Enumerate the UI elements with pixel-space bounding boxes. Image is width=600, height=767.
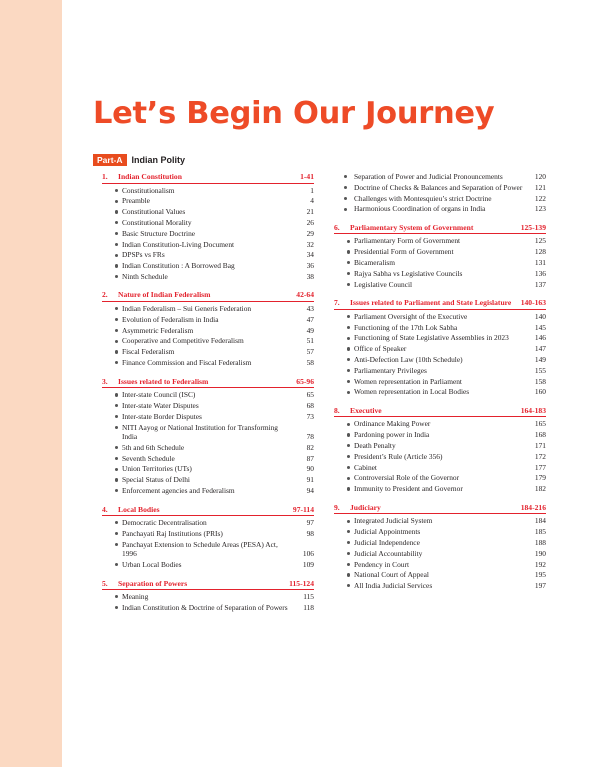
entry-page: 32 — [306, 239, 314, 249]
entry-title: NITI Aayog or National Institution for Transforming India — [122, 422, 279, 442]
bullet-icon — [102, 229, 122, 239]
entry-title: Ninth Schedule — [122, 271, 168, 281]
chapter-section — [102, 505, 314, 570]
toc-entry — [102, 315, 314, 325]
entry-page: 49 — [306, 325, 314, 335]
entry-title: Special Status of Delhi — [122, 475, 190, 485]
entry-page: 115 — [303, 592, 314, 602]
entry-title: Legislative Council — [354, 279, 413, 289]
chapter-number: 1. — [102, 172, 108, 181]
entry-title: Basic Structure Doctrine — [122, 228, 196, 238]
bullet-icon — [102, 412, 122, 422]
entry-page: 91 — [306, 475, 314, 485]
bullet-icon — [102, 475, 122, 485]
toc-entry — [102, 401, 314, 411]
bullet-icon — [334, 549, 354, 559]
bullet-icon — [102, 592, 122, 602]
chapter-number: 2. — [102, 290, 108, 300]
toc-entry — [102, 229, 314, 239]
bullet-icon — [102, 218, 122, 228]
entry-page: 109 — [302, 560, 314, 569]
chapter-heading — [334, 503, 546, 515]
entry-title: Office of Speaker — [354, 344, 407, 354]
chapter-title: Parliamentary System of Government — [350, 222, 474, 232]
entry-title: Death Penalty — [354, 441, 396, 451]
bullet-icon — [334, 441, 354, 451]
entry-title: Controversial Role of the Governor — [354, 473, 460, 483]
page-title: Let’s Begin Our Journey — [93, 96, 495, 131]
toc-entry — [102, 250, 314, 260]
chapter-title: Nature of Indian Federalism — [118, 290, 211, 300]
entry-page: 146 — [534, 333, 546, 343]
toc-entry — [102, 240, 314, 250]
entry-page: 171 — [534, 441, 546, 451]
toc-entry — [334, 473, 546, 483]
chapter-page-range: 164-183 — [520, 405, 546, 415]
chapter-heading — [334, 223, 546, 235]
entry-page: 98 — [306, 528, 314, 538]
entry-page: 90 — [306, 464, 314, 474]
toc-column-right — [334, 172, 546, 600]
entry-title: Women representation in Local Bodies — [354, 387, 470, 397]
bullet-icon — [334, 538, 354, 548]
toc-entry — [102, 560, 314, 570]
chapter-page-range: 125-139 — [520, 222, 546, 232]
toc-entry — [334, 236, 546, 246]
chapter-section — [102, 579, 314, 613]
toc-entry — [102, 592, 314, 602]
entry-page: 147 — [534, 344, 546, 354]
entry-page: 179 — [534, 473, 546, 483]
chapter-title: Issues related to Parliament and State Legislature — [350, 298, 512, 308]
chapter-title: Indian Constitution — [118, 172, 182, 181]
chapter-section — [334, 223, 546, 289]
entry-page: 87 — [306, 453, 314, 463]
chapter-number: 9. — [334, 502, 340, 512]
bullet-icon — [334, 463, 354, 473]
continued-entries — [334, 172, 546, 214]
chapter-page-range: 97-114 — [292, 504, 314, 514]
entry-page: 197 — [534, 581, 546, 591]
chapter-page-range: 115-124 — [289, 578, 314, 588]
bullet-icon — [334, 344, 354, 354]
bullet-icon — [334, 280, 354, 290]
chapter-number: 7. — [334, 298, 340, 308]
entry-page: 172 — [534, 451, 546, 461]
toc-entry — [334, 484, 546, 494]
chapter-heading — [334, 298, 546, 310]
chapter-heading — [102, 290, 314, 302]
bullet-icon — [102, 603, 122, 613]
entry-title: Asymmetric Federalism — [122, 325, 194, 335]
toc-entry — [102, 347, 314, 357]
bullet-icon — [334, 269, 354, 279]
entry-title: Pardoning power in India — [354, 430, 430, 440]
toc-column-left — [102, 172, 314, 621]
part-badge: Part-A — [93, 154, 127, 166]
entry-title: Panchayat Extension to Schedule Areas (PESA) Act, 1996 — [122, 539, 278, 559]
entry-title: Pendency in Court — [354, 559, 410, 569]
bullet-icon — [334, 473, 354, 483]
entry-page: 165 — [534, 419, 546, 429]
bullet-icon — [334, 366, 354, 376]
bullet-icon — [102, 486, 122, 496]
entry-page: 47 — [306, 314, 314, 324]
chapter-number: 6. — [334, 222, 340, 232]
bullet-icon — [334, 333, 354, 343]
toc-entry — [102, 186, 314, 196]
bullet-icon — [102, 529, 122, 539]
entry-page: 36 — [306, 261, 314, 271]
bullet-icon — [334, 452, 354, 462]
entry-page: 140 — [534, 311, 546, 321]
bullet-icon — [102, 347, 122, 357]
entry-page: 125 — [534, 236, 546, 246]
entry-title: Constitutionalism — [122, 185, 175, 195]
bullet-icon — [102, 261, 122, 271]
chapter-title: Judiciary — [350, 502, 381, 512]
entry-title: Parliament Oversight of the Executive — [354, 311, 468, 321]
entry-title: Indian Constitution : A Borrowed Bag — [122, 261, 235, 271]
entry-page: 137 — [534, 279, 546, 289]
bullet-icon — [102, 250, 122, 260]
entry-title: Separation of Power and Judicial Pronouncements — [354, 172, 503, 181]
bullet-icon — [334, 194, 354, 204]
toc-entry — [334, 387, 546, 397]
entry-page: 34 — [306, 250, 314, 260]
entry-title: Seventh Schedule — [122, 453, 175, 463]
bullet-icon — [334, 236, 354, 246]
entry-page: 29 — [306, 228, 314, 238]
toc-entry — [334, 581, 546, 591]
part-header — [93, 154, 185, 166]
toc-entry — [334, 419, 546, 429]
bullet-icon — [334, 258, 354, 268]
entry-title: Panchayati Raj Institutions (PRIs) — [122, 528, 223, 538]
chapter-page-range: 1-41 — [300, 172, 314, 181]
entry-title: Inter-state Council (ISC) — [122, 390, 196, 400]
toc-entry — [334, 570, 546, 580]
entry-page: 4 — [310, 196, 314, 206]
entry-page: 106 — [302, 549, 314, 559]
entry-page: 97 — [306, 518, 314, 528]
bullet-icon — [334, 516, 354, 526]
entry-page: 78 — [306, 432, 314, 442]
bullet-icon — [102, 186, 122, 196]
toc-entry — [102, 326, 314, 336]
entry-title: Cabinet — [354, 462, 377, 472]
chapter-heading — [334, 406, 546, 418]
entry-title: Immunity to President and Governor — [354, 484, 463, 494]
entry-page: 121 — [534, 182, 546, 192]
entry-title: Challenges with Montesquieu’s strict Doctrine — [354, 193, 492, 203]
toc-entry — [102, 272, 314, 282]
chapter-number: 8. — [334, 405, 340, 415]
entry-title: Enforcement agencies and Federalism — [122, 486, 235, 496]
entry-title: Meaning — [122, 592, 149, 602]
entry-page: 68 — [306, 400, 314, 410]
entry-title: Fiscal Federalism — [122, 347, 175, 357]
entry-page: 1 — [310, 185, 314, 195]
bullet-icon — [102, 464, 122, 474]
page-margin-strip — [0, 0, 62, 767]
toc-entry — [334, 560, 546, 570]
bullet-icon — [102, 304, 122, 314]
entry-page: 123 — [534, 204, 546, 214]
part-title: Indian Polity — [131, 155, 186, 165]
entry-title: Inter-state Border Disputes — [122, 411, 202, 421]
entry-page: 149 — [534, 354, 546, 364]
toc-entry — [334, 538, 546, 548]
entry-title: Functioning of State Legislative Assemblies in 2023 — [354, 333, 509, 343]
entry-page: 38 — [306, 271, 314, 281]
bullet-icon — [102, 272, 122, 282]
toc-entry — [102, 218, 314, 228]
toc-entry — [334, 549, 546, 559]
entry-title: Finance Commission and Fiscal Federalism — [122, 358, 252, 368]
chapter-title: Local Bodies — [118, 504, 160, 514]
toc-entry — [102, 603, 314, 613]
toc-entry — [102, 304, 314, 314]
toc-entry — [102, 261, 314, 271]
toc-entry — [334, 258, 546, 268]
chapter-section — [102, 172, 314, 281]
chapter-section — [334, 406, 546, 494]
chapter-section — [102, 377, 314, 496]
toc-entry — [334, 194, 546, 204]
bullet-icon — [334, 204, 354, 214]
bullet-icon — [334, 312, 354, 322]
toc-entry — [102, 412, 314, 422]
toc-entry — [334, 344, 546, 354]
bullet-icon — [102, 358, 122, 368]
toc-entry — [102, 358, 314, 368]
toc-entry — [334, 323, 546, 333]
toc-entry — [334, 516, 546, 526]
entry-title: Parliamentary Form of Government — [354, 236, 461, 246]
entry-page: 188 — [534, 537, 546, 547]
toc-entry — [334, 183, 546, 193]
toc-entry — [334, 527, 546, 537]
entry-title: Presidential Form of Government — [354, 247, 454, 257]
entry-title: Evolution of Federalism in India — [122, 314, 219, 324]
toc-entry — [102, 390, 314, 400]
toc-entry — [334, 247, 546, 257]
entry-title: All India Judicial Services — [354, 581, 433, 591]
chapter-heading — [102, 505, 314, 517]
chapter-page-range: 65-96 — [296, 376, 314, 386]
chapter-number: 3. — [102, 376, 108, 386]
entry-page: 160 — [534, 387, 546, 397]
bullet-icon — [334, 247, 354, 257]
bullet-icon — [334, 387, 354, 397]
entry-page: 73 — [306, 411, 314, 421]
chapter-section — [334, 503, 546, 591]
entry-title: Cooperative and Competitive Federalism — [122, 336, 244, 346]
entry-page: 158 — [534, 376, 546, 386]
entry-title: Democratic Decentralisation — [122, 518, 207, 528]
entry-page: 168 — [534, 430, 546, 440]
entry-page: 155 — [534, 365, 546, 375]
entry-page: 51 — [306, 336, 314, 346]
entry-page: 145 — [534, 322, 546, 332]
bullet-icon — [334, 581, 354, 591]
bullet-icon — [102, 423, 122, 433]
bullet-icon — [334, 377, 354, 387]
bullet-icon — [102, 443, 122, 453]
bullet-icon — [102, 540, 122, 550]
toc-entry — [102, 454, 314, 464]
entry-page: 26 — [306, 217, 314, 227]
bullet-icon — [334, 355, 354, 365]
entry-title: Doctrine of Checks & Balances and Separation of Power — [354, 182, 523, 192]
entry-title: Indian Federalism – Sui Generis Federation — [122, 304, 252, 314]
entry-page: 65 — [306, 390, 314, 400]
toc-entry — [102, 196, 314, 206]
toc-entry — [334, 377, 546, 387]
chapter-heading — [102, 172, 314, 184]
bullet-icon — [102, 518, 122, 528]
bullet-icon — [102, 336, 122, 346]
toc-entry — [102, 518, 314, 528]
toc-entry — [334, 280, 546, 290]
toc-entry — [334, 366, 546, 376]
chapter-title: Separation of Powers — [118, 578, 188, 588]
toc-entry — [334, 204, 546, 214]
toc-entry — [102, 443, 314, 453]
bullet-icon — [102, 560, 122, 570]
toc-entry — [334, 463, 546, 473]
entry-title: Constitutional Values — [122, 207, 186, 217]
toc-entry — [334, 312, 546, 322]
entry-title: Urban Local Bodies — [122, 560, 182, 569]
entry-title: Indian Constitution & Doctrine of Separation of Powers — [122, 602, 288, 612]
entry-title: Rajya Sabha vs Legislative Councils — [354, 268, 463, 278]
toc-entry — [102, 464, 314, 474]
chapter-section — [102, 290, 314, 367]
entry-title: Indian Constitution-Living Document — [122, 239, 235, 249]
bullet-icon — [334, 484, 354, 494]
bullet-icon — [102, 390, 122, 400]
bullet-icon — [102, 315, 122, 325]
entry-title: Preamble — [122, 196, 150, 206]
bullet-icon — [102, 454, 122, 464]
entry-page: 21 — [306, 207, 314, 217]
chapter-heading — [102, 377, 314, 389]
entry-page: 57 — [306, 347, 314, 357]
bullet-icon — [334, 183, 354, 193]
toc-entry — [102, 475, 314, 485]
bullet-icon — [334, 172, 354, 182]
bullet-icon — [102, 401, 122, 411]
entry-title: Integrated Judicial System — [354, 516, 433, 526]
toc-entry — [334, 355, 546, 365]
entry-title: Constitutional Morality — [122, 217, 192, 227]
bullet-icon — [334, 560, 354, 570]
entry-title: Ordinance Making Power — [354, 419, 431, 429]
chapter-number: 4. — [102, 504, 108, 514]
entry-page: 190 — [534, 548, 546, 558]
entry-page: 120 — [534, 172, 546, 181]
chapter-page-range: 42-64 — [296, 290, 314, 300]
entry-title: Inter-state Water Disputes — [122, 400, 199, 410]
toc-entry — [102, 207, 314, 217]
bullet-icon — [102, 326, 122, 336]
entry-title: Judicial Appointments — [354, 527, 421, 537]
entry-page: 94 — [306, 486, 314, 496]
entry-page: 58 — [306, 358, 314, 368]
toc-entry — [334, 441, 546, 451]
toc-entry — [102, 423, 314, 442]
toc-entry — [334, 333, 546, 343]
entry-page: 43 — [306, 304, 314, 314]
entry-page: 192 — [534, 559, 546, 569]
bullet-icon — [334, 419, 354, 429]
entry-title: Union Territories (UTs) — [122, 464, 192, 474]
entry-title: Functioning of the 17th Lok Sabha — [354, 322, 458, 332]
chapter-section — [334, 298, 546, 397]
entry-title: Harmonious Coordination of organs in India — [354, 204, 486, 214]
bullet-icon — [334, 323, 354, 333]
entry-title: Judicial Independence — [354, 537, 420, 547]
chapter-heading — [102, 579, 314, 591]
entry-title: Parliamentary Privileges — [354, 365, 427, 375]
chapter-title: Issues related to Federalism — [118, 376, 209, 386]
bullet-icon — [102, 240, 122, 250]
entry-page: 131 — [534, 258, 546, 268]
toc-entry — [334, 452, 546, 462]
entry-page: 122 — [534, 193, 546, 203]
toc-entry — [102, 540, 314, 559]
chapter-page-range: 140-163 — [520, 298, 546, 308]
toc-entry — [102, 336, 314, 346]
entry-page: 185 — [534, 527, 546, 537]
toc-entry — [102, 486, 314, 496]
entry-title: DPSPs vs FRs — [122, 250, 165, 260]
chapter-page-range: 184-216 — [520, 502, 546, 512]
chapter-title: Executive — [350, 405, 382, 415]
entry-page: 184 — [534, 516, 546, 526]
entry-title: Bicameralism — [354, 258, 396, 268]
entry-page: 82 — [306, 442, 314, 452]
entry-page: 182 — [534, 484, 546, 494]
bullet-icon — [334, 527, 354, 537]
entry-title: 5th and 6th Schedule — [122, 442, 185, 452]
entry-page: 128 — [534, 247, 546, 257]
toc-entry — [334, 172, 546, 182]
toc-entry — [102, 529, 314, 539]
entry-title: Women representation in Parliament — [354, 376, 462, 386]
entry-title: Judicial Accountability — [354, 548, 423, 558]
entry-page: 177 — [534, 462, 546, 472]
bullet-icon — [102, 196, 122, 206]
bullet-icon — [334, 430, 354, 440]
entry-page: 118 — [303, 602, 314, 612]
entry-title: President’s Rule (Article 356) — [354, 451, 443, 461]
bullet-icon — [334, 570, 354, 580]
entry-title: National Court of Appeal — [354, 570, 429, 580]
toc-entry — [334, 430, 546, 440]
entry-page: 136 — [534, 268, 546, 278]
entry-page: 195 — [534, 570, 546, 580]
chapter-number: 5. — [102, 578, 108, 588]
toc-entry — [334, 269, 546, 279]
entry-title: Anti-Defection Law (10th Schedule) — [354, 354, 463, 364]
bullet-icon — [102, 207, 122, 217]
